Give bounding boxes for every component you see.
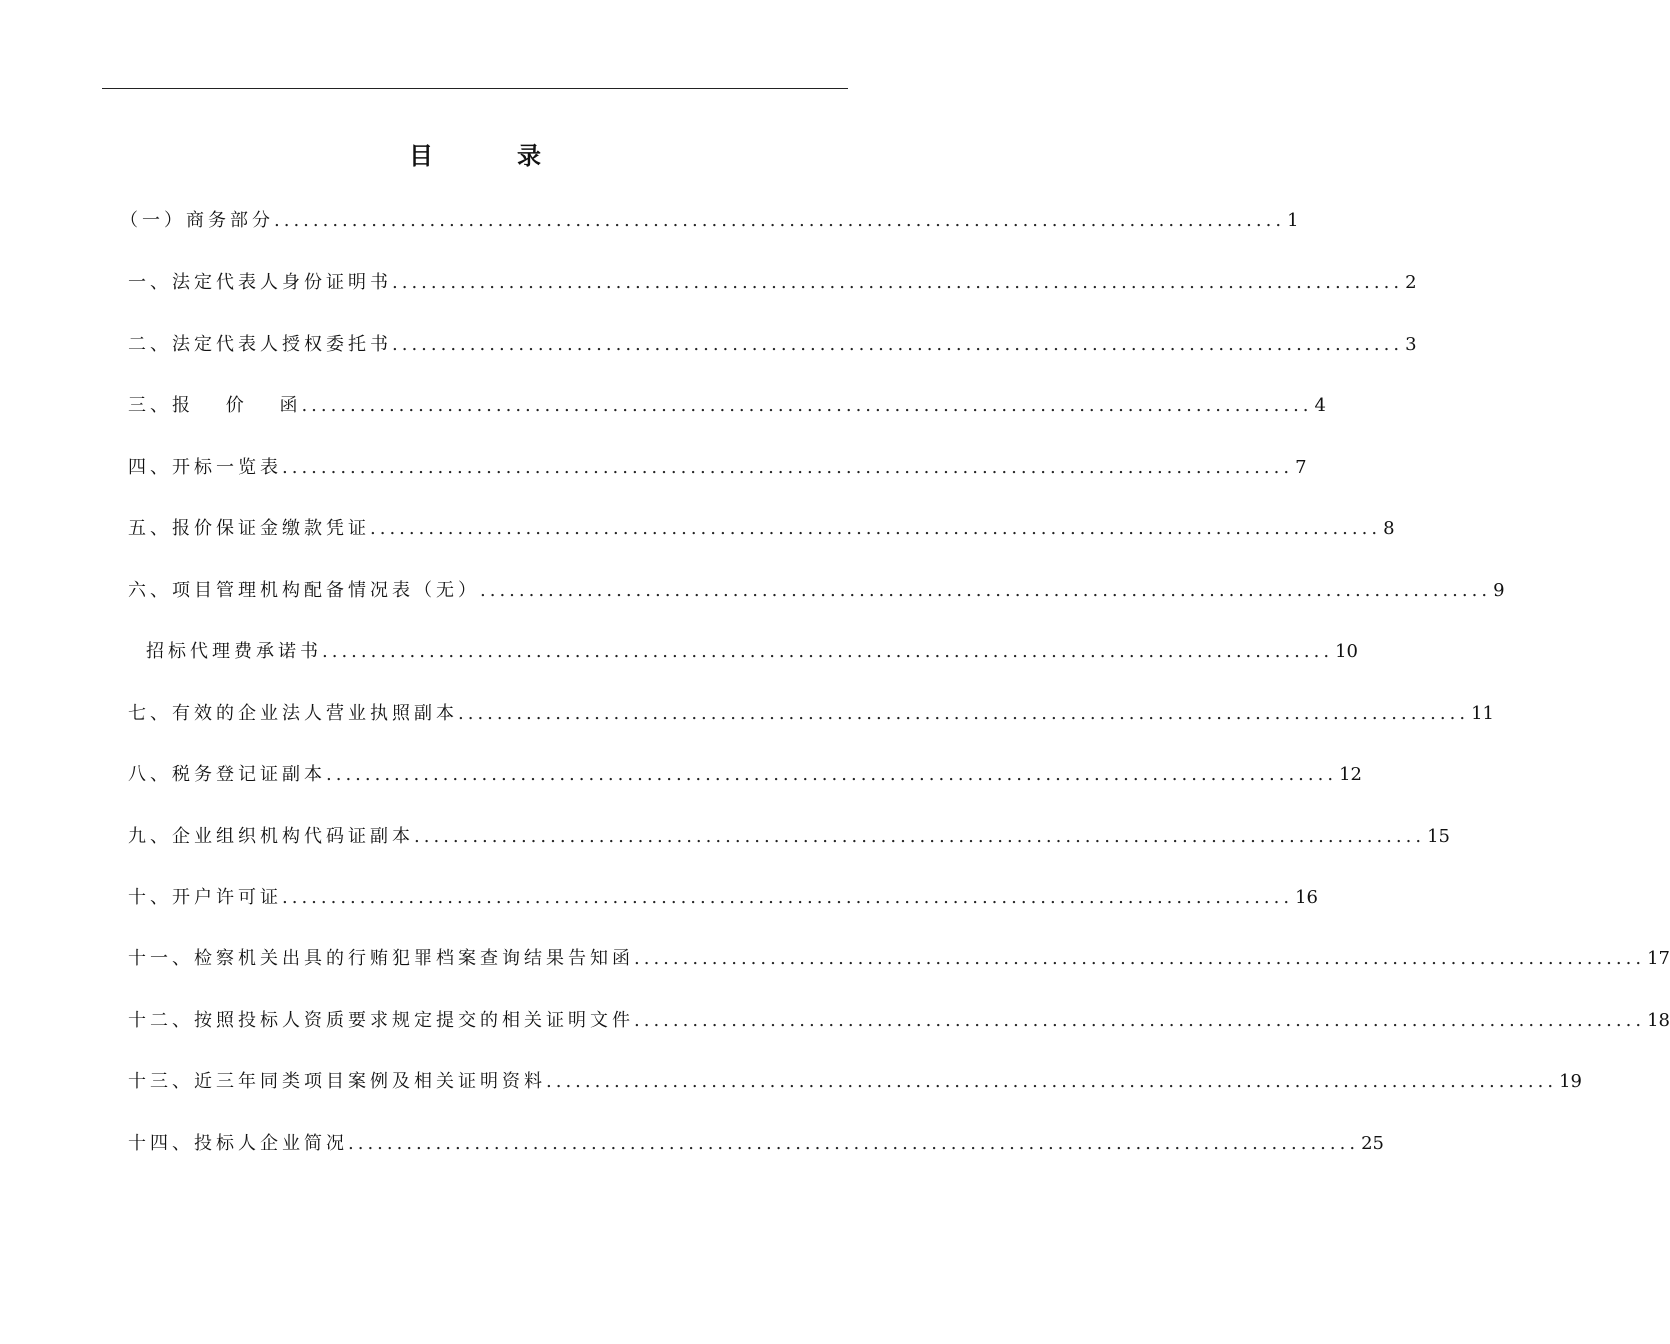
toc-title: 目 录 bbox=[409, 142, 571, 170]
toc-entry-page: 1 bbox=[1287, 210, 1299, 231]
toc-leader-dots: ........................................................................................................ bbox=[282, 457, 1294, 478]
toc-entry-page: 12 bbox=[1339, 764, 1362, 785]
toc-entry-label: 六、项目管理机构配备情况表（无） bbox=[128, 580, 480, 601]
toc-leader-dots: ........................................................................................................ bbox=[282, 887, 1294, 908]
toc-entry[interactable] bbox=[128, 453, 1307, 483]
toc-entry-page: 8 bbox=[1383, 518, 1395, 539]
toc-leader-dots: ........................................................................................................ bbox=[392, 334, 1404, 355]
toc-entry[interactable] bbox=[128, 760, 1362, 790]
toc-entry-page: 17 bbox=[1647, 948, 1670, 969]
toc-entry[interactable] bbox=[128, 1006, 1670, 1036]
toc-entry-label: 七、有效的企业法人营业执照副本 bbox=[128, 703, 458, 724]
toc-entry-label: 招标代理费承诺书 bbox=[146, 641, 322, 662]
toc-leader-dots: ........................................................................................................ bbox=[414, 826, 1426, 847]
toc-entry-label: 十三、近三年同类项目案例及相关证明资料 bbox=[128, 1071, 546, 1092]
toc-entry-label: 十二、按照投标人资质要求规定提交的相关证明文件 bbox=[128, 1010, 634, 1031]
toc-leader-dots: ........................................................................................................ bbox=[458, 703, 1470, 724]
toc-entry-page: 19 bbox=[1559, 1071, 1582, 1092]
toc-entry-label: 二、法定代表人授权委托书 bbox=[128, 334, 392, 355]
toc-leader-dots: ........................................................................................................ bbox=[634, 1010, 1646, 1031]
toc-entry-page: 10 bbox=[1335, 641, 1358, 662]
toc-entry-label: 四、开标一览表 bbox=[128, 457, 282, 478]
toc-entry-label: 十四、投标人企业简况 bbox=[128, 1133, 348, 1154]
toc-entry[interactable] bbox=[128, 514, 1395, 544]
toc-entry[interactable] bbox=[128, 1129, 1384, 1159]
toc-leader-dots: ........................................................................................................ bbox=[348, 1133, 1360, 1154]
toc-entry-page: 16 bbox=[1295, 887, 1318, 908]
toc-entry-label: 十、开户许可证 bbox=[128, 887, 282, 908]
toc-entry[interactable] bbox=[128, 391, 1326, 421]
toc-entry-label: 三、报 价 函 bbox=[128, 395, 302, 416]
toc-leader-dots: ........................................................................................................ bbox=[301, 395, 1313, 416]
toc-entry-page: 11 bbox=[1471, 703, 1494, 724]
toc-entry-label: 一、法定代表人身份证明书 bbox=[128, 272, 392, 293]
toc-entry[interactable] bbox=[128, 883, 1318, 913]
toc-entry-page: 7 bbox=[1295, 457, 1307, 478]
toc-leader-dots: ........................................................................................................ bbox=[634, 948, 1646, 969]
toc-entry-label: 九、企业组织机构代码证副本 bbox=[128, 826, 414, 847]
toc-entry[interactable] bbox=[146, 637, 1358, 667]
toc-leader-dots: ........................................................................................................ bbox=[274, 210, 1286, 231]
toc-entry[interactable] bbox=[128, 330, 1417, 360]
toc-entry-label: 八、税务登记证副本 bbox=[128, 764, 326, 785]
toc-entry[interactable] bbox=[128, 576, 1505, 606]
toc-entry-page: 3 bbox=[1405, 334, 1417, 355]
toc-entry-label: 五、报价保证金缴款凭证 bbox=[128, 518, 370, 539]
toc-entry-page: 2 bbox=[1405, 272, 1417, 293]
toc-entry[interactable] bbox=[128, 944, 1670, 974]
toc-leader-dots: ........................................................................................................ bbox=[480, 580, 1492, 601]
toc-entry[interactable] bbox=[128, 822, 1450, 852]
toc-entry-page: 18 bbox=[1647, 1010, 1670, 1031]
toc-entry[interactable] bbox=[120, 206, 1299, 236]
toc-entry-label: （一）商务部分 bbox=[120, 210, 274, 231]
toc-leader-dots: ........................................................................................................ bbox=[546, 1071, 1558, 1092]
toc-entry[interactable] bbox=[128, 1067, 1582, 1097]
toc-entry-page: 15 bbox=[1427, 826, 1450, 847]
toc-entry-label: 十一、检察机关出具的行贿犯罪档案查询结果告知函 bbox=[128, 948, 634, 969]
toc-entry-page: 25 bbox=[1361, 1133, 1384, 1154]
toc-entry[interactable] bbox=[128, 699, 1494, 729]
toc-leader-dots: ........................................................................................................ bbox=[370, 518, 1382, 539]
toc-entry[interactable] bbox=[128, 268, 1417, 298]
toc-entry-page: 4 bbox=[1314, 395, 1326, 416]
toc-leader-dots: ........................................................................................................ bbox=[326, 764, 1338, 785]
toc-entry-page: 9 bbox=[1493, 580, 1505, 601]
toc-leader-dots: ........................................................................................................ bbox=[322, 641, 1334, 662]
toc-leader-dots: ........................................................................................................ bbox=[392, 272, 1404, 293]
